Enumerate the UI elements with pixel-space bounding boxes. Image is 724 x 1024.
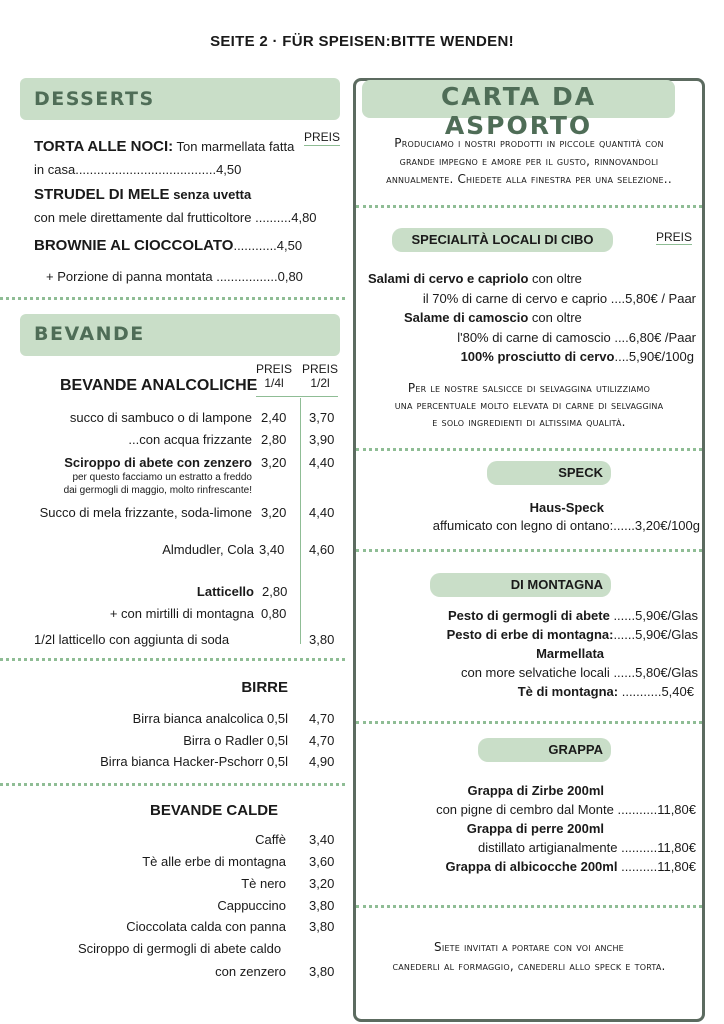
leader-dots: ........... [618,684,662,699]
product-price: 11,80€ [657,859,696,874]
beer-row: Birra bianca analcolica 0,5l [132,711,288,726]
hot-drink-price: 3,80 [309,919,335,934]
specialita-row [356,349,694,364]
speck-row [356,518,700,533]
note-line: una percentuale molto elevata di carne di selvaggina [394,398,664,412]
bevande-heading: BEVANDE [20,314,340,356]
leader-dots: ...... [613,627,636,642]
calde-heading: BEVANDE CALDE [150,802,279,819]
drink-price-2: 3,90 [309,432,335,447]
drink-note-line: dai germogli di maggio, molto rinfrescante! [63,485,252,496]
drink-note-line: per questo facciamo un estratto a freddo [72,472,252,483]
dessert-price: 0,80 [277,269,303,284]
analcoliche-col1-header [256,362,292,390]
divider [356,549,702,552]
asporto-heading: CARTA DA ASPORTO [362,80,675,118]
product-name: Pesto di germogli di abete [448,608,610,623]
drink-price-2: 4,40 [309,505,335,520]
montagna-heading [430,573,611,597]
beer-price: 4,70 [309,711,335,726]
hot-drink-row: Tè alle erbe di montagna [142,854,286,869]
leader-dots: ............ [233,238,277,253]
beer-price: 4,70 [309,733,335,748]
dessert-name: + Porzione di panna montata [46,269,213,284]
divider [356,448,702,451]
hot-drink-row: Sciroppo di germogli di abete caldo [78,941,282,956]
grappa-row [356,821,604,836]
grappa-row [356,802,696,817]
pill-label: SPECK [558,465,603,480]
col-header-size: 1/2l [310,376,330,390]
hot-drink-price: 3,80 [309,964,335,979]
col-separator [300,398,301,644]
dessert-item-strudel-line2 [34,210,317,225]
leader-dots: .... [607,291,626,306]
asporto-footer [356,938,702,976]
drink-row [0,606,254,621]
page-title: SEITE 2 · FÜR SPEISEN:BITTE WENDEN! [210,33,514,50]
pill-label: SPECIALITÀ LOCALI DI CIBO [411,232,594,247]
leader-dots: .......... [617,859,658,874]
specialita-row [356,291,696,306]
dessert-item-panna [46,269,303,284]
dessert-price: 4,80 [291,210,317,225]
beer-price: 4,90 [309,754,335,769]
hot-drink-row: Cappuccino [217,898,286,913]
specialita-row [368,271,582,286]
drink-price-2: 3,80 [309,632,335,647]
product-name: Grappa di albicocche 200ml [445,859,618,874]
product-price: 5,80€/Glas [635,665,698,680]
montagna-row [356,608,698,623]
col-underline [256,396,338,397]
grappa-row [356,783,604,798]
intro-line: annualmente. Chiedete alla finestra per una selezione.. [386,172,672,186]
product-price: 5,90€/Glas [635,608,698,623]
beer-row: Birra o Radler 0,5l [183,733,288,748]
specialita-row [356,330,696,345]
grappa-row [356,840,696,855]
drink-price-2: 4,40 [309,455,335,470]
leader-dots: ....................................... [75,162,217,177]
hot-drink-row: Cioccolata calda con panna [126,919,286,934]
hot-drink-price: 3,60 [309,854,335,869]
drink-name: ...con acqua frizzante [128,432,252,447]
footer-line: Siete invitati a portare con voi anche [434,940,624,954]
product-price: 6,80€ /Paar [628,330,696,345]
intro-line: Produciamo i nostri prodotti in piccole quantità con [394,136,664,150]
product-price: 3,20€/100g [634,518,700,533]
col-header-size: 1/4l [264,376,284,390]
dessert-name: BROWNIE AL CIOCCOLATO [34,237,234,254]
speck-name [356,500,604,515]
product-name: Salami di cervo e capriolo [368,271,529,286]
divider [356,905,702,908]
dessert-item-brownie [34,237,302,254]
specialita-preis-label: PREIS [656,230,693,244]
col-header-preis: PREIS [301,362,338,376]
dessert-desc: in casa [34,162,76,177]
drink-row [0,542,254,557]
col-header-preis: PREIS [256,362,293,376]
drink-name: succo di sambuco o di lampone [69,410,252,425]
analcoliche-heading: BEVANDE ANALCOLICHE [60,377,258,394]
drink-note [0,471,252,497]
hot-drink-price: 3,40 [309,832,335,847]
leader-dots: .... [610,330,629,345]
drink-price-1: 3,40 [259,542,285,557]
leader-dots: .......... [617,840,658,855]
note-line: e solo ingredienti di altissima qualità. [432,415,626,429]
product-desc: il 70% di carne di cervo e caprio [422,291,608,306]
product-price: 11,80€ [657,802,696,817]
hot-drink-row: con zenzero [215,964,286,979]
drink-price-1: 3,20 [261,455,287,470]
analcoliche-col2-header [301,362,339,390]
product-desc: con pigne di cembro dal Monte [436,802,614,817]
hot-drink-price: 3,20 [309,876,335,891]
drink-name: Sciroppo di abete con zenzero [64,455,252,470]
product-desc: con more selvatiche locali [460,665,610,680]
product-price: 5,40€ [661,684,694,699]
specialita-note [356,380,702,431]
specialita-row [404,310,582,325]
intro-line: grande impegno e amore per il gusto, rinnovandoli [399,154,659,168]
product-price: 5,80€ / Paar [625,291,696,306]
hot-drink-row: Caffè [255,832,286,847]
dessert-item-strudel [34,186,251,203]
divider [0,297,345,300]
product-price: 11,80€ [657,840,696,855]
product-desc: l'80% di carne di camoscio [457,330,611,345]
montagna-row [356,627,698,642]
dessert-desc: con mele direttamente dal frutticoltore [34,210,252,225]
drink-row [0,505,252,520]
dessert-desc: Ton marmellata fatta [173,139,295,154]
desserts-preis-label [304,130,340,146]
dessert-name: TORTA ALLE NOCI: [34,138,174,155]
montagna-row [356,646,604,661]
drink-name: + con mirtilli di montagna [109,606,254,621]
product-name: Salame di camoscio [404,310,529,325]
product-name: Pesto di erbe di montagna: [446,627,614,642]
drink-price-1: 2,40 [261,410,287,425]
footer-line: canederli al formaggio, canederli allo speck e torta. [392,959,666,973]
product-name: 100% prosciutto di cervo [460,349,615,364]
dessert-item-torta-line2 [34,162,241,177]
birre-heading: BIRRE [241,679,288,696]
leader-dots: ........... [613,802,658,817]
drink-price-2: 4,60 [309,542,335,557]
drink-price-1: 3,20 [261,505,287,520]
grappa-row [356,859,696,874]
desserts-heading: DESSERTS [20,78,340,120]
pill-label: DI MONTAGNA [510,577,603,592]
product-name: Grappa di perre 200ml [466,821,604,836]
drink-name: 1/2l latticello con aggiunta di soda [34,632,230,647]
leader-dots: ...... [609,608,636,623]
drink-price-2: 3,70 [309,410,335,425]
divider [0,658,345,661]
product-price: 5,90€/100g [628,349,694,364]
drink-name: Succo di mela frizzante, soda-limone [39,505,252,520]
drink-price-1: 0,80 [261,606,287,621]
asporto-intro [356,134,702,188]
divider [356,205,702,208]
hot-drink-row: Tè nero [241,876,286,891]
leader-dots: .... [614,349,629,364]
speck-heading [487,461,611,485]
leader-dots: .......... [251,210,292,225]
montagna-row [356,665,698,680]
dessert-desc: senza uvetta [169,187,252,202]
leader-dots: ...... [613,518,635,533]
product-desc: distillato artigianalmente [478,840,618,855]
drink-row [0,432,252,447]
dessert-name: STRUDEL DI MELE [34,186,170,203]
product-price: 5,90€/Glas [635,627,698,642]
product-name: Grappa di Zirbe 200ml [467,783,604,798]
divider [0,783,345,786]
product-name: Tè di montagna: [517,684,619,699]
drink-row [0,455,252,470]
note-line: Per le nostre salsicce di selvaggina utilizziamo [407,381,651,395]
product-name: Haus-Speck [529,500,604,515]
leader-dots: ................. [212,269,278,284]
drink-row [0,410,252,425]
beer-row: Birra bianca Hacker-Pschorr 0,5l [100,754,288,769]
drink-row [0,584,254,599]
dessert-item-torta [34,138,294,155]
drink-name: Latticello [196,584,254,599]
dessert-price: 4,50 [216,162,242,177]
product-name: Marmellata [536,646,604,661]
montagna-row [356,684,694,699]
drink-price-1: 2,80 [262,584,288,599]
product-desc: con oltre [528,271,582,286]
product-desc: affumicato con legno di ontano: [432,518,614,533]
drink-name: Almdudler, Cola [162,542,254,557]
divider [356,721,702,724]
preis-label: PREIS [304,130,341,144]
pill-label: GRAPPA [548,742,603,757]
dessert-price: 4,50 [276,238,303,253]
leader-dots: ...... [609,665,636,680]
drink-row [34,632,229,647]
product-desc: con oltre [528,310,582,325]
grappa-heading [478,738,611,762]
drink-price-1: 2,80 [261,432,287,447]
hot-drink-price: 3,80 [309,898,335,913]
specialita-heading [392,228,613,252]
